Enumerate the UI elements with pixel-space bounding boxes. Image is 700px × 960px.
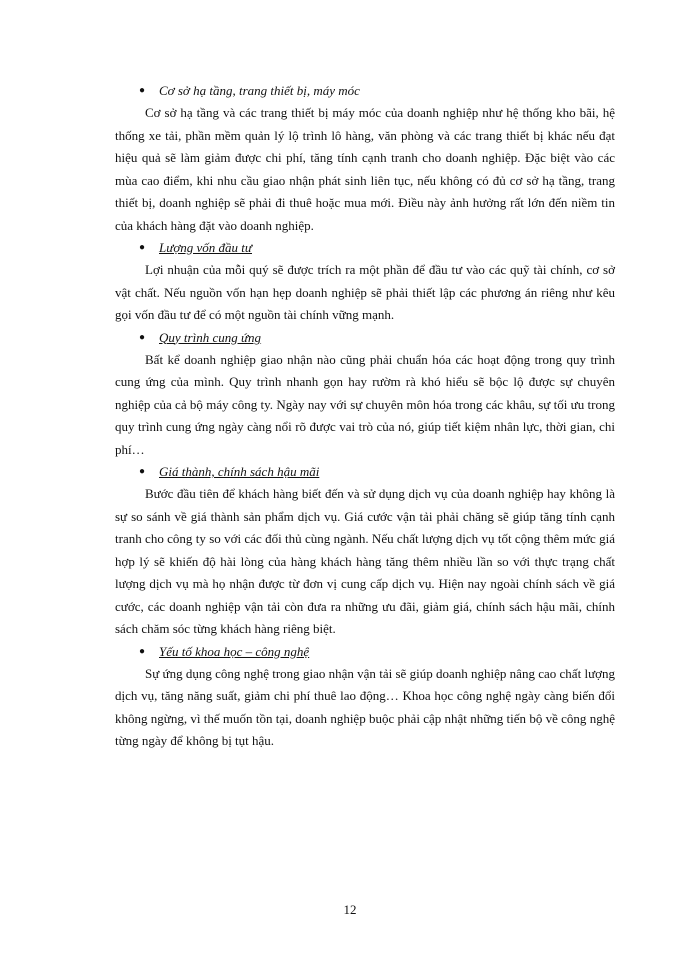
section-heading — [115, 461, 615, 483]
section-paragraph: Bất kể doanh nghiệp giao nhận nào cũng phải chuẩn hóa các hoạt động trong quy trình cung ứng của mình. Quy trình nhanh gọn hay rườm rà khó hiểu sẽ bộc lộ được sự chuyên nghiệp của cả bộ máy công ty. Ngày nay với sự chuyên môn hóa trong các khâu, sự tối ưu trong quy trình cung ứng ngày càng nổi rõ được vai trò của nó, giúp tiết kiệm nhân lực, thời gian, chi phí… — [115, 351, 615, 457]
bullet-icon: ● — [139, 466, 146, 477]
bullet-icon: ● — [139, 85, 146, 96]
section-paragraph: Bước đầu tiên để khách hàng biết đến và sử dụng dịch vụ của doanh nghiệp hay không là sự so sánh về giá thành sản phẩm dịch vụ. Giá cước vận tải phải chăng sẽ giúp tăng tính cạnh tranh cho công ty so với các đối thủ cùng ngành. Nếu chất lượng dịch vụ tốt cộng thêm mức giá hợp lý sẽ khiến độ hài lòng của hàng khách hàng tăng thêm nhiều lần so với thực trạng chất lượng dịch vụ mà họ nhận được từ đơn vị cung cấp dịch vụ. Hiện nay ngoài chính sách về giá cước, các doanh nghiệp vận tải còn đưa ra những ưu đãi, giảm giá, chính sách hậu mãi, chính sách chăm sóc từng khách hàng riêng biệt. — [115, 486, 615, 636]
section-heading-text: Giá thành, chính sách hậu mãi — [159, 464, 320, 479]
section-heading — [115, 237, 615, 259]
bullet-icon: ● — [139, 645, 146, 657]
section-heading-text: Yếu tố khoa học – công nghệ — [159, 643, 310, 659]
section-heading-text: Quy trình cung ứng — [159, 329, 262, 345]
page-number: 12 — [343, 902, 357, 917]
section-heading — [115, 80, 615, 102]
section-heading — [115, 327, 615, 349]
section-heading — [115, 641, 615, 663]
bullet-icon: ● — [139, 331, 146, 343]
page-content — [115, 80, 615, 753]
section-paragraph: Lợi nhuận của mỗi quý sẽ được trích ra một phần để đầu tư vào các quỹ tài chính, cơ sở vật chất. Nếu nguồn vốn hạn hẹp doanh nghiệp sẽ phải thiết lập các phương án riêng như kêu gọi vốn đầu tư để có một nguồn tài chính vững mạnh. — [115, 262, 615, 322]
section-heading-text: Lượng vốn đầu tư — [159, 240, 252, 255]
bullet-icon: ● — [139, 242, 146, 253]
section-paragraph: Sự ứng dụng công nghệ trong giao nhận vận tải sẽ giúp doanh nghiệp nâng cao chất lượng dịch vụ, tăng năng suất, giảm chi phí thuê lao động… Khoa học công nghệ ngày càng biến đổi không ngừng, vì thế muốn tồn tại, doanh nghiệp buộc phải cập nhật những tiến bộ về công nghệ từng ngày để không bị tụt hậu. — [115, 665, 615, 748]
section-heading-text: Cơ sở hạ tầng, trang thiết bị, máy móc — [159, 83, 360, 98]
section-paragraph: Cơ sở hạ tầng và các trang thiết bị máy móc của doanh nghiệp như hệ thống kho bãi, hệ thống xe tải, phần mềm quản lý lộ trình lô hàng, văn phòng và các trang thiết bị khác nếu đạt hiệu quả sẽ làm giảm được chi phí, tăng tính cạnh tranh cho doanh nghiệp. Đặc biệt vào các mùa cao điểm, khi nhu cầu giao nhận phát sinh liên tục, nếu không có đủ cơ sở hạ tầng, trang thiết bị, doanh nghiệp sẽ phải đi thuê hoặc mua mới. Điều này ảnh hưởng rất lớn đến niềm tin của khách hàng đặt vào doanh nghiệp. — [115, 105, 615, 233]
